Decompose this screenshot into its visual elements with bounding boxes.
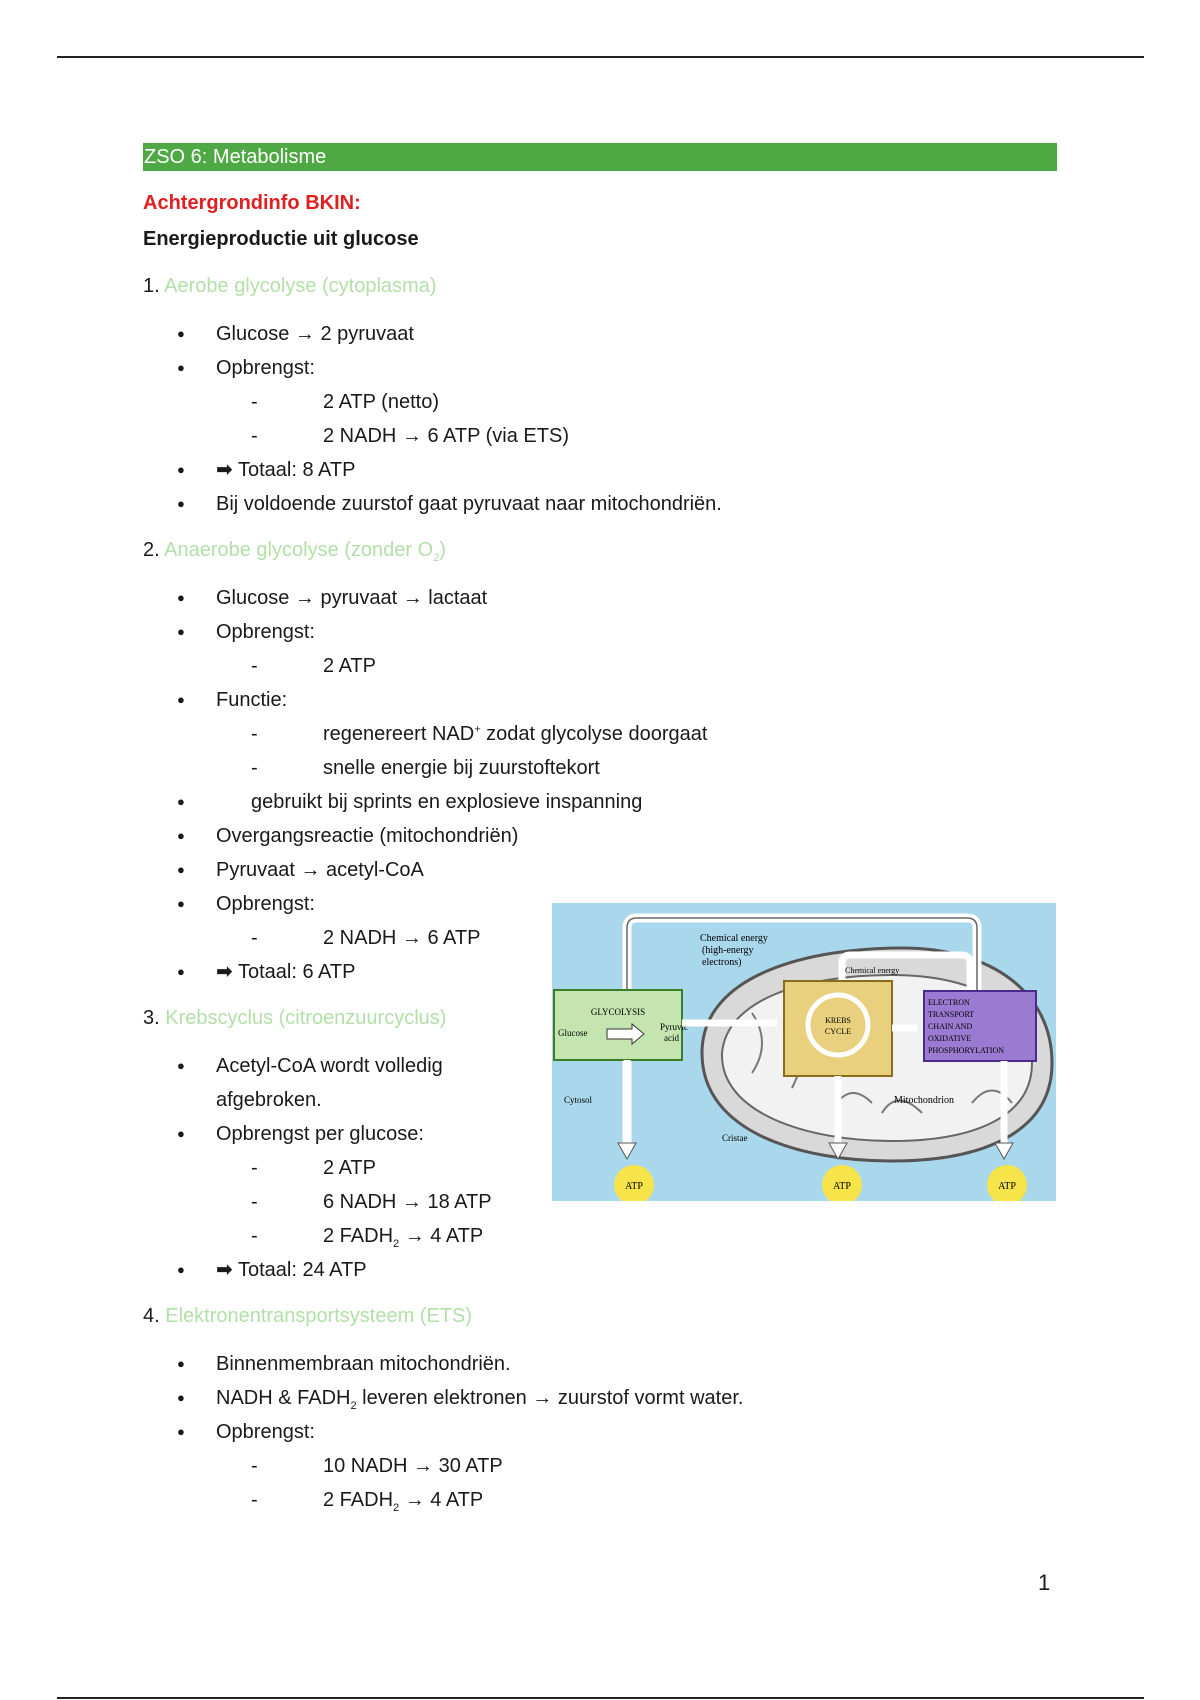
atp-label-3: ATP [998,1181,1016,1192]
sub-item-text: → 4 ATP [399,1225,484,1247]
sub-item [143,717,1057,751]
sub-item: - 2 ATP (netto) [143,385,1057,419]
list-item-text: NADH & FADH [216,1387,351,1409]
sub-item-text: zodat glycolyse doorgaat [480,723,708,745]
etc-label-1: ELECTRON [928,998,970,1007]
krebs-label: KREBS [825,1016,851,1025]
cellular-respiration-diagram [552,903,1056,1201]
cytosol-label: Cytosol [564,1095,593,1105]
etc-label-3: CHAIN AND [928,1022,973,1031]
section-2-title [164,539,446,564]
section-3-title: Krebscyclus (citroenzuurcyclus) [165,1007,447,1029]
sub-item: - 6 NADH → 18 ATP [143,1185,1057,1219]
acid-label: acid [664,1033,679,1043]
section-4-number: 4. [143,1305,160,1327]
section-3-number: 3. [143,1007,160,1029]
atp-label-1: ATP [625,1181,643,1192]
page-title: ZSO 6: Metabolisme [143,143,1057,171]
sub-item-text: → 4 ATP [399,1489,484,1511]
list-item [143,1381,1057,1415]
section-1-title: Aerobe glycolyse (cytoplasma) [164,275,437,297]
section-1-number: 1. [143,275,160,297]
etc-label-5: PHOSPHORYLATION [928,1046,1005,1055]
sub-item: - 2 NADH → 6 ATP (via ETS) [143,419,1057,453]
section-4-heading [143,1301,1057,1331]
list-item: ● Opbrengst: [143,887,1057,921]
glucose-label: Glucose [558,1028,588,1038]
list-item: ● Opbrengst: [143,1415,1057,1449]
sub-item [143,1219,1057,1253]
etc-label-2: TRANSPORT [928,1010,975,1019]
superscript: + [474,723,481,736]
cycle-label: CYCLE [824,1027,852,1036]
sub-item: - 2 ATP [143,649,1057,683]
chemical-energy-label: Chemical energy [700,933,768,944]
sub-item-text: regenereert NAD [323,723,475,745]
chemical-energy-small-label: Chemical energy [845,966,900,975]
list-item: ● Binnenmembraan mitochondriën. [143,1347,1057,1381]
total-text: Totaal: 6 ATP [237,961,356,983]
list-item: ● Pyruvaat → acetyl-CoA [143,853,1057,887]
sub-item-text: 2 FADH [323,1489,394,1511]
section-2-heading [143,535,1057,565]
sub-item: - 2 ATP [143,1151,1057,1185]
section-2-title-close: ) [439,539,446,561]
etc-label-4: OXIDATIVE [928,1034,972,1043]
list-item-text: leveren elektronen → zuurstof vormt water. [356,1387,744,1409]
list-item: ● Opbrengst: [143,615,1057,649]
sub-item: - snelle energie bij zuurstoftekort [143,751,1057,785]
arrow-icon: ➡ [216,1259,233,1281]
list-item: ● Opbrengst: [143,351,1057,385]
total-item [143,1253,516,1287]
atp-label-2: ATP [833,1181,851,1192]
page-number: 1 [1038,1570,1051,1595]
electrons-label: electrons) [702,957,742,968]
high-energy-label: (high-energy [702,945,754,956]
list-item: ● Bij voldoende zuurstof gaat pyruvaat naar mitochondriën. [143,487,1057,521]
subscript: 2 [350,1400,357,1412]
total-item [143,453,1057,487]
pyruvic-label: Pyruvic [660,1022,688,1032]
mitochondrion-label: Mitochondrion [894,1095,954,1106]
section-4-list [143,1347,1057,1517]
section-1-heading [143,271,1057,301]
section-4-title: Elektronentransportsysteem (ETS) [165,1305,473,1327]
section-2-title-text: Anaerobe glycolyse (zonder O [164,539,434,561]
cristae-label: Cristae [722,1133,748,1143]
glycolysis-label: GLYCOLYSIS [590,1007,646,1017]
footer-rule [57,1697,1144,1699]
sub-item: - 2 NADH → 6 ATP [143,921,1057,955]
subscript: 2 [393,1238,400,1250]
list-item: ● Acetyl-CoA wordt volledig afgebroken. [143,1049,516,1117]
sub-item: - 10 NADH → 30 ATP [143,1449,1057,1483]
document-body [143,143,1057,1517]
header-rule [57,56,1144,58]
list-item: ● gebruikt bij sprints en explosieve inspanning [143,785,1057,819]
section-1-list [143,317,1057,521]
background-heading: Achtergrondinfo BKIN: [143,192,361,214]
subscript: 2 [393,1502,400,1514]
sub-item [143,1483,1057,1517]
topic-heading: Energieproductie uit glucose [143,228,419,250]
list-item: ● Opbrengst per glucose: [143,1117,516,1151]
subscript: 2 [433,552,440,564]
section-2-number: 2. [143,539,160,561]
list-item: ● Functie: [143,683,1057,717]
list-item: ● Glucose → pyruvaat → lactaat [143,581,1057,615]
sub-item-text: 2 FADH [323,1225,394,1247]
list-item: ● Glucose → 2 pyruvaat [143,317,1057,351]
arrow-icon: ➡ [216,961,233,983]
total-text: Totaal: 24 ATP [237,1259,367,1281]
total-text: Totaal: 8 ATP [237,459,356,481]
list-item: ● Overgangsreactie (mitochondriën) [143,819,1057,853]
arrow-icon: ➡ [216,459,233,481]
